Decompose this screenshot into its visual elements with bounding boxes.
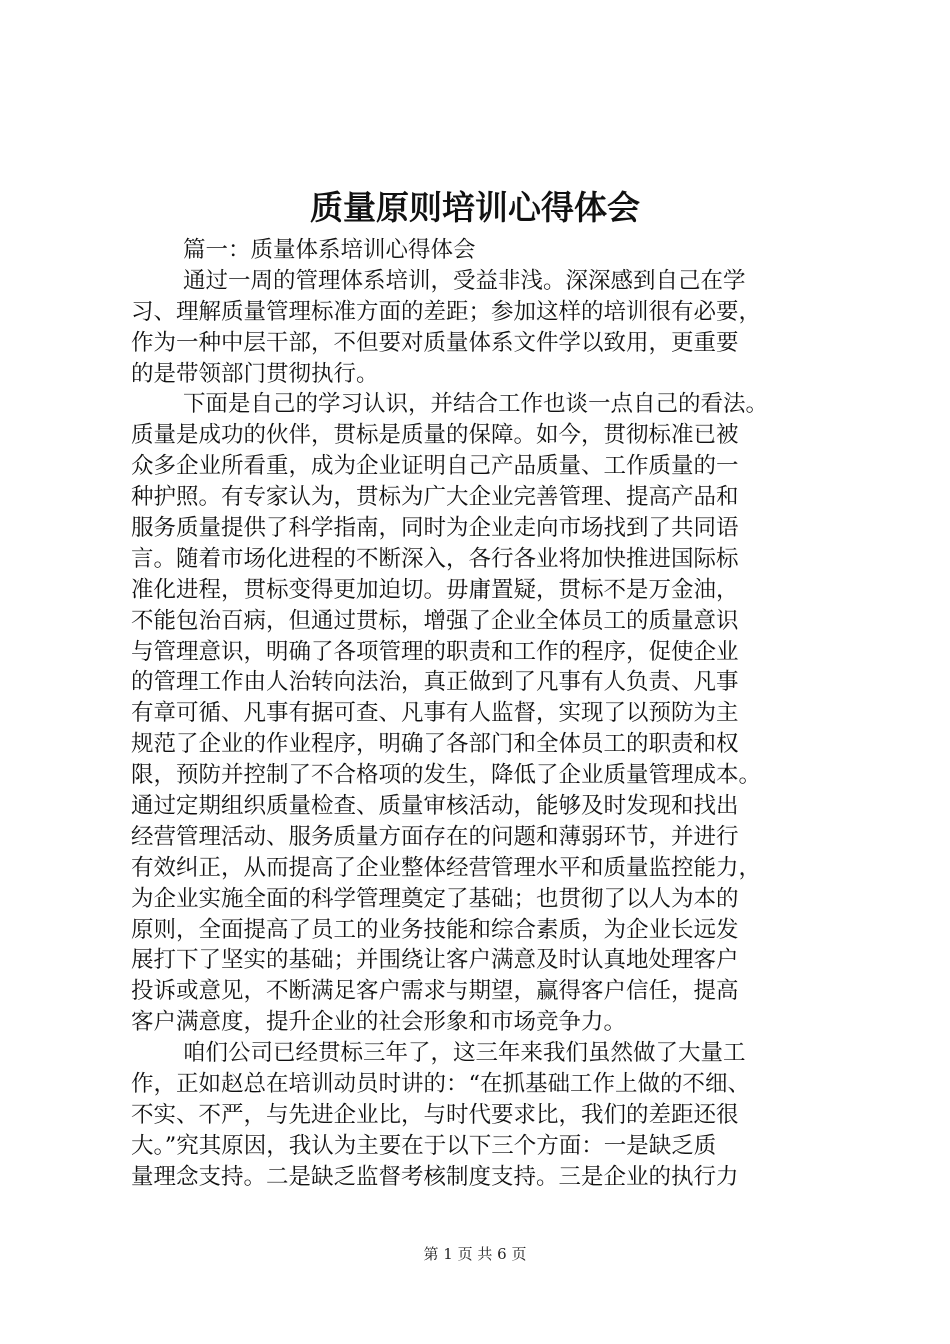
paragraph-2-line-19: 展打下了坚实的基础；并围绕让客户满意及时认真地处理客户 [131, 947, 739, 974]
paragraph-2-line-12: 规范了企业的作业程序，明确了各部门和全体员工的职责和权 [131, 731, 739, 758]
paragraph-2-line-2: 质量是成功的伙伴，贯标是质量的保障。如今，贯彻标准已被 [131, 422, 739, 449]
paragraph-3-line-4: 大。”究其原因，我认为主要在于以下三个方面：一是缺乏质 [131, 1132, 717, 1159]
paragraph-3-line-1: 咱们公司已经贯标三年了，这三年来我们虽然做了大量工 [183, 1040, 746, 1067]
paragraph-2-line-4: 种护照。有专家认为，贯标为广大企业完善管理、提高产品和 [131, 484, 739, 511]
paragraph-2-line-16: 有效纠正，从而提高了企业整体经营管理水平和质量监控能力， [131, 854, 762, 881]
paragraph-1-line-2: 习、理解质量管理标准方面的差距；参加这样的培训很有必要， [131, 298, 762, 325]
paragraph-2-line-11: 有章可循、凡事有据可查、凡事有人监督，实现了以预防为主 [131, 700, 739, 727]
paragraph-2-line-3: 众多企业所看重，成为企业证明自己产品质量、工作质量的一 [131, 453, 739, 480]
page-number-footer: 第 1 页 共 6 页 [423, 1245, 527, 1263]
paragraph-2-line-14: 通过定期组织质量检查、质量审核活动，能够及时发现和找出 [131, 793, 739, 820]
paragraph-1-line-3: 作为一种中层干部，不但要对质量体系文件学以致用，更重要 [131, 329, 739, 356]
paragraph-1-line-1: 通过一周的管理体系培训，受益非浅。深深感到自己在学 [183, 267, 746, 294]
paragraph-2-line-9: 与管理意识，明确了各项管理的职责和工作的程序，促使企业 [131, 638, 739, 665]
paragraph-1-line-4: 的是带领部门贯彻执行。 [131, 360, 379, 387]
paragraph-2-line-6: 言。随着市场化进程的不断深入，各行各业将加快推进国际标 [131, 545, 739, 572]
section-heading: 篇一：质量体系培训心得体会 [183, 237, 476, 263]
paragraph-3-line-5: 量理念支持。二是缺乏监督考核制度支持。三是企业的执行力 [131, 1163, 739, 1190]
paragraph-2-line-13: 限，预防并控制了不合格项的发生，降低了企业质量管理成本。 [131, 762, 762, 789]
paragraph-2-line-21: 客户满意度，提升企业的社会形象和市场竞争力。 [131, 1009, 627, 1036]
paragraph-2-line-15: 经营管理活动、服务质量方面存在的问题和薄弱环节，并进行 [131, 823, 739, 850]
paragraph-2-line-1: 下面是自己的学习认识，并结合工作也谈一点自己的看法。 [183, 391, 769, 418]
paragraph-2-line-17: 为企业实施全面的科学管理奠定了基础；也贯彻了以人为本的 [131, 885, 739, 912]
paragraph-2-line-5: 服务质量提供了科学指南，同时为企业走向市场找到了共同语 [131, 515, 739, 542]
paragraph-2-line-10: 的管理工作由人治转向法治，真正做到了凡事有人负责、凡事 [131, 669, 739, 696]
paragraph-2-line-20: 投诉或意见，不断满足客户需求与期望，赢得客户信任，提高 [131, 978, 739, 1005]
paragraph-2-line-7: 准化进程，贯标变得更加迫切。毋庸置疑，贯标不是万金油， [131, 576, 739, 603]
paragraph-3-line-3: 不实、不严，与先进企业比，与时代要求比，我们的差距还很 [131, 1101, 739, 1128]
document-body [131, 235, 831, 1193]
document-title: 质量原则培训心得体会 [310, 188, 640, 227]
paragraph-2-line-8: 不能包治百病，但通过贯标，增强了企业全体员工的质量意识 [131, 607, 739, 634]
paragraph-2-line-18: 原则，全面提高了员工的业务技能和综合素质，为企业长远发 [131, 916, 739, 943]
paragraph-3-line-2: 作，正如赵总在培训动员时讲的：“在抓基础工作上做的不细、 [131, 1071, 751, 1098]
